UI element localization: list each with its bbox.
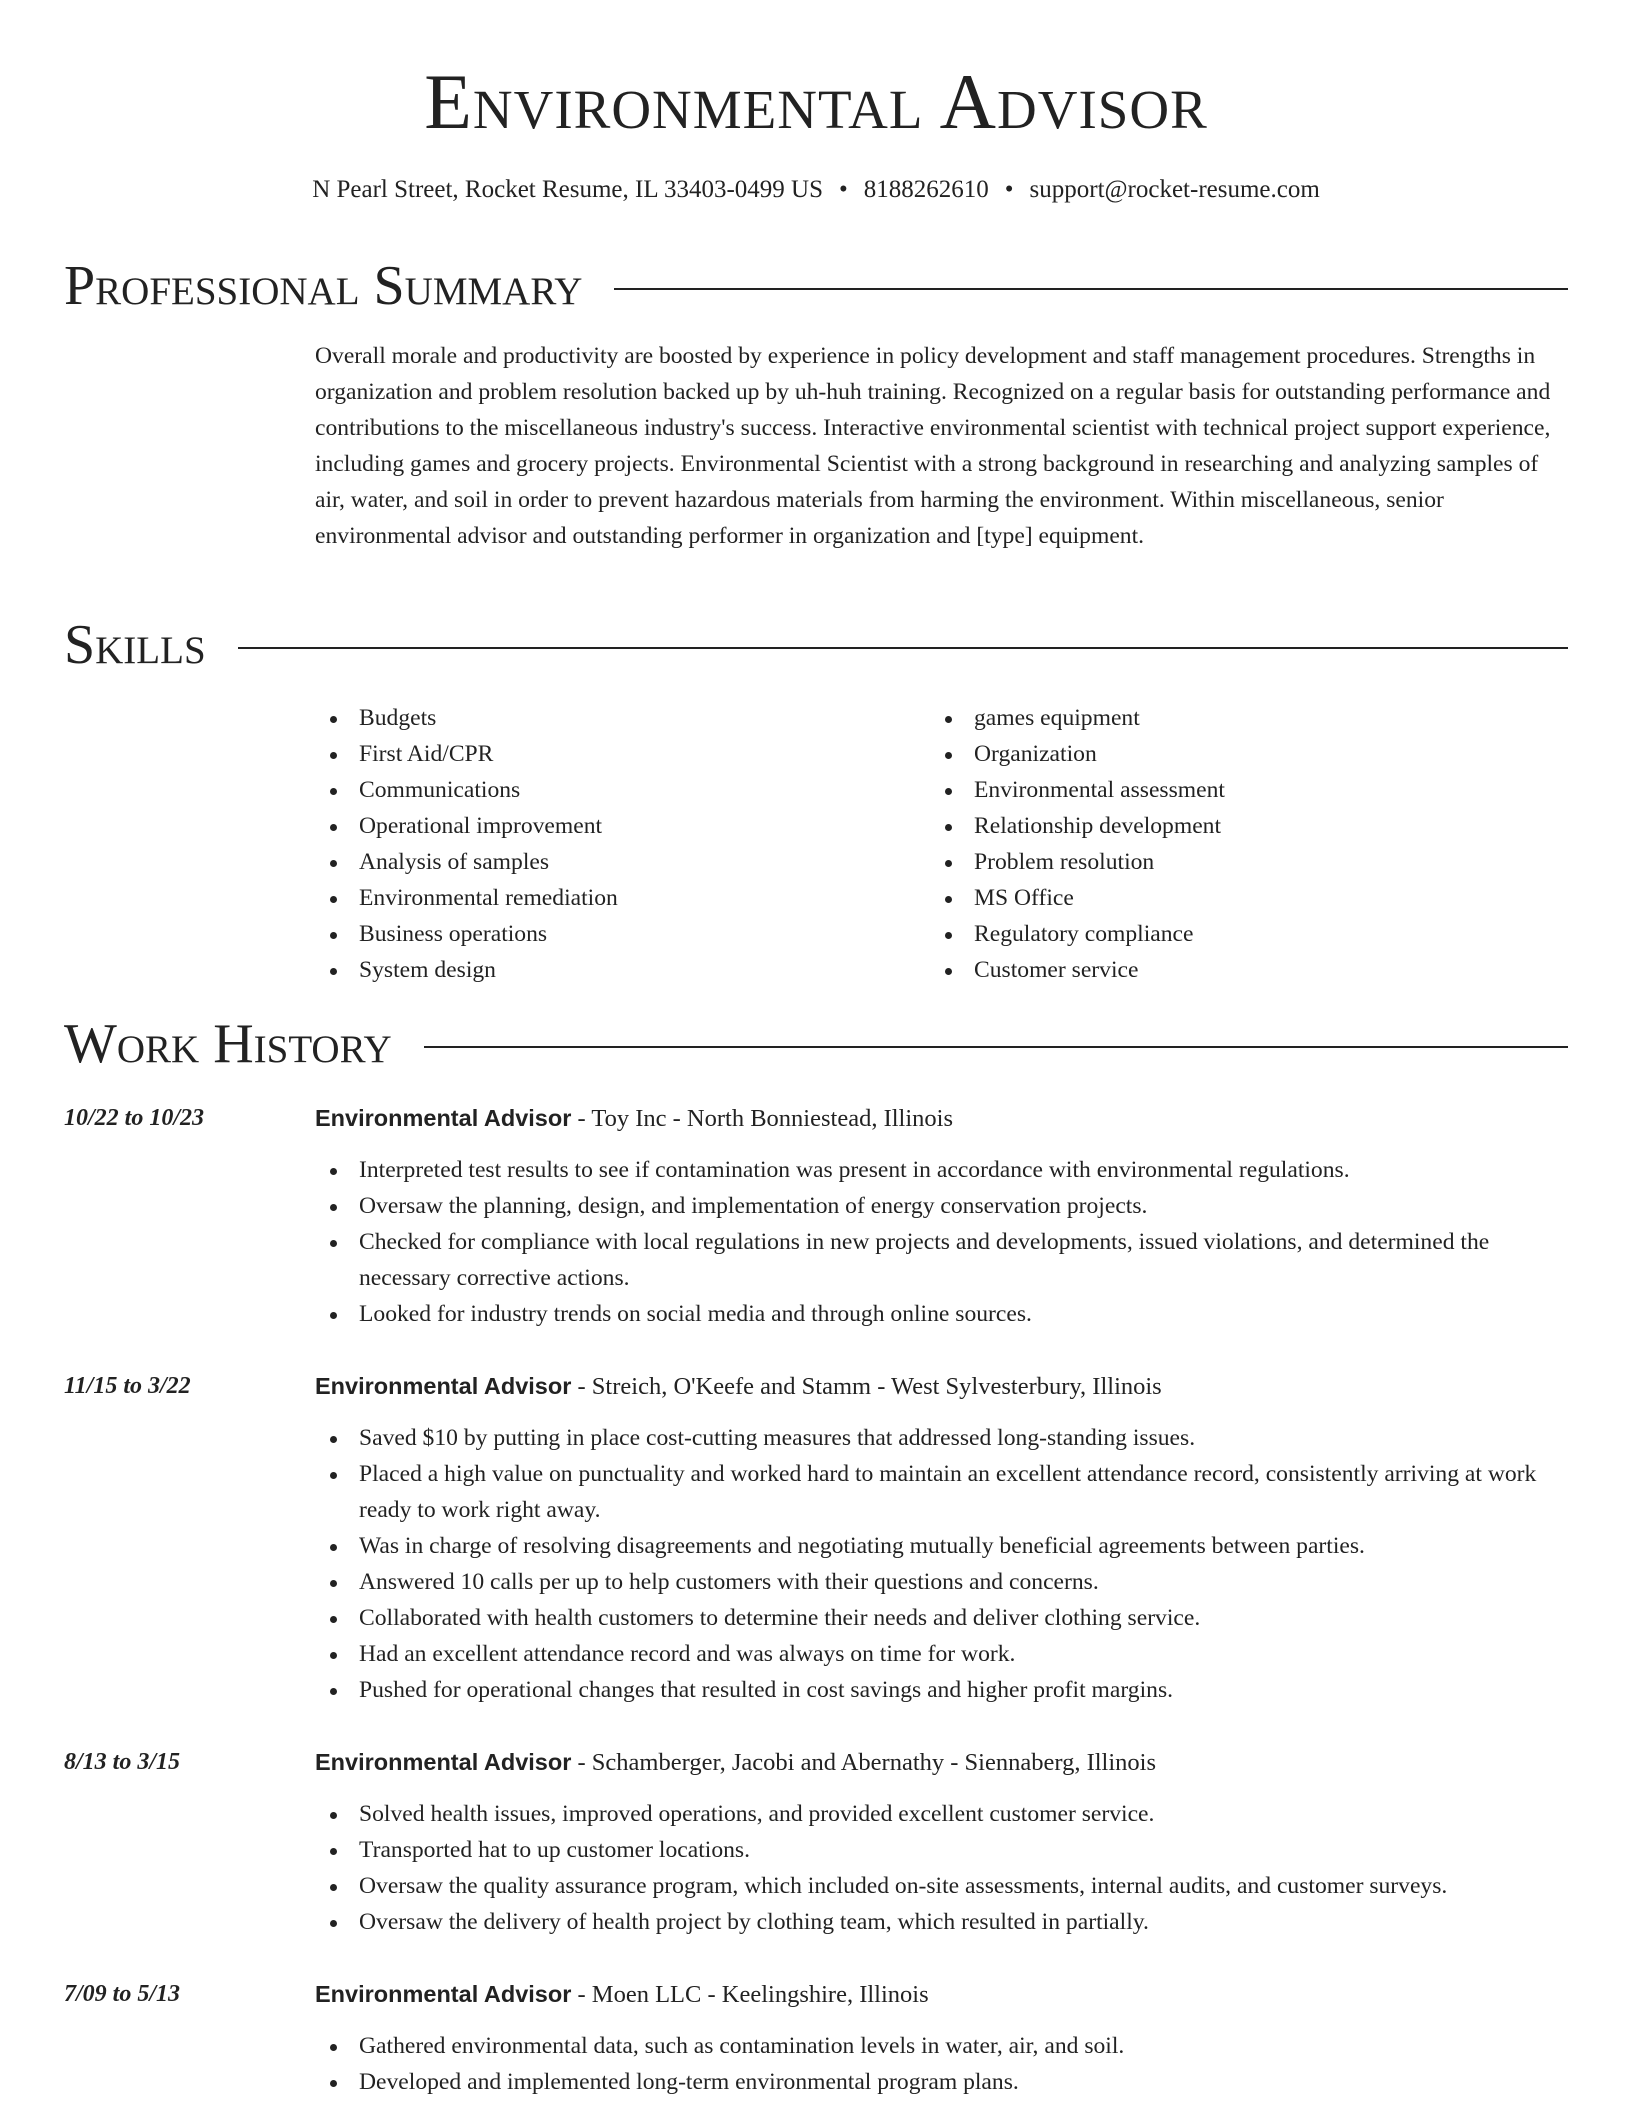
skill-item: Communications (315, 772, 618, 808)
skill-item: Operational improvement (315, 808, 618, 844)
bullet-item: Answered 10 calls per up to help customers with their questions and concerns. (315, 1564, 1568, 1600)
bullet-item: Collaborated with health customers to determine their needs and deliver clothing service. (315, 1600, 1568, 1636)
skill-item: games equipment (930, 700, 1225, 736)
skills-heading: Skills (64, 614, 206, 676)
job-bullets (315, 2028, 1568, 2100)
bullet-item: Interpreted test results to see if contamination was present in accordance with environmental regulations. (315, 1152, 1568, 1188)
job-details: - Streich, O'Keefe and Stamm - West Sylvesterbury, Illinois (571, 1373, 1162, 1400)
bullet-item: Solved health issues, improved operations, and provided excellent customer service. (315, 1796, 1568, 1832)
bullet-item: Was in charge of resolving disagreements and negotiating mutually beneficial agreements between parties. (315, 1528, 1568, 1564)
skill-item: Problem resolution (930, 844, 1225, 880)
bullet-item: Pushed for operational changes that resulted in cost savings and higher profit margins. (315, 1672, 1568, 1708)
job-details: - Moen LLC - Keelingshire, Illinois (571, 1981, 929, 2008)
skill-item: MS Office (930, 880, 1225, 916)
bullet-item: Oversaw the quality assurance program, which included on-site assessments, internal audits, and customer surveys. (315, 1868, 1568, 1904)
summary-section-header (64, 251, 1568, 321)
job-header (315, 1366, 1568, 1407)
separator-dot: • (1004, 176, 1014, 203)
job-header (315, 1742, 1568, 1783)
job-dates: 7/09 to 5/13 (64, 1981, 181, 2007)
job-header (315, 1098, 1568, 1139)
skills-list-right (930, 700, 1225, 988)
skill-item: Relationship development (930, 808, 1225, 844)
job-title: Environmental Advisor (315, 1981, 572, 2007)
bullet-item: Oversaw the delivery of health project by clothing team, which resulted in partially. (315, 1904, 1568, 1940)
summary-text: Overall morale and productivity are boosted by experience in policy development and staff management procedures. Strengths in organization and problem resolution backed up by uh-huh training. Recognized on a regular basis for outstanding performance and contributions to the miscellaneous industry's success. Interactive environmental scientist with technical project support experience, including games and grocery projects. Environmental Scientist with a strong background in researching and analyzing samples of air, water, and soil in order to prevent hazardous materials from harming the environment. Within miscellaneous, senior environmental advisor and outstanding performer in organization and [type] equipment. (315, 343, 1551, 549)
job-bullets (315, 1796, 1568, 1940)
skill-item: Environmental remediation (315, 880, 618, 916)
job-header (315, 1974, 1568, 2015)
skill-item: Environmental assessment (930, 772, 1225, 808)
bullet-item: Transported hat to up customer locations. (315, 1832, 1568, 1868)
section-divider (238, 647, 1568, 649)
bullet-item: Looked for industry trends on social media and through online sources. (315, 1296, 1568, 1332)
job-dates: 8/13 to 3/15 (64, 1749, 181, 1775)
bullet-item: Oversaw the planning, design, and implementation of energy conservation projects. (315, 1188, 1568, 1224)
job-bullets (315, 1420, 1568, 1708)
job-bullets (315, 1152, 1568, 1332)
section-divider (614, 288, 1568, 290)
skills-list-left (315, 700, 618, 988)
job-title: Environmental Advisor (315, 1749, 572, 1775)
job-dates: 11/15 to 3/22 (64, 1373, 191, 1399)
skills-section-header (64, 610, 1568, 680)
bullet-item: Developed and implemented long-term environmental program plans. (315, 2064, 1568, 2100)
job-details: - Toy Inc - North Bonniestead, Illinois (571, 1105, 953, 1132)
bullet-item: Had an excellent attendance record and was always on time for work. (315, 1636, 1568, 1672)
job-title: Environmental Advisor (315, 1373, 572, 1399)
skill-item: Analysis of samples (315, 844, 618, 880)
address: N Pearl Street, Rocket Resume, IL 33403-0499 US (312, 176, 823, 203)
job-dates: 10/22 to 10/23 (64, 1105, 205, 1131)
bullet-item: Gathered environmental data, such as contamination levels in water, air, and soil. (315, 2028, 1568, 2064)
skill-item: Regulatory compliance (930, 916, 1225, 952)
separator-dot: • (838, 176, 848, 203)
resume-name: Environmental Advisor (424, 58, 1208, 145)
email: support@rocket-resume.com (1029, 176, 1320, 203)
bullet-item: Placed a high value on punctuality and worked hard to maintain an excellent attendance record, consistently arriving at work ready to work right away. (315, 1456, 1568, 1528)
skill-item: First Aid/CPR (315, 736, 618, 772)
work-section-header (64, 1009, 1568, 1079)
summary-heading: Professional Summary (64, 255, 583, 317)
contact-line (64, 172, 1568, 208)
job-details: - Schamberger, Jacobi and Abernathy - Siennaberg, Illinois (571, 1749, 1156, 1776)
job-title: Environmental Advisor (315, 1105, 572, 1131)
section-divider (424, 1046, 1568, 1048)
skill-item: Customer service (930, 952, 1225, 988)
skill-item: Business operations (315, 916, 618, 952)
work-heading: Work History (64, 1013, 392, 1075)
bullet-item: Checked for compliance with local regulations in new projects and developments, issued violations, and determined the necessary corrective actions. (315, 1224, 1568, 1296)
phone: 8188262610 (863, 176, 989, 203)
skill-item: Organization (930, 736, 1225, 772)
bullet-item: Saved $10 by putting in place cost-cutting measures that addressed long-standing issues. (315, 1420, 1568, 1456)
skill-item: System design (315, 952, 618, 988)
skill-item: Budgets (315, 700, 618, 736)
